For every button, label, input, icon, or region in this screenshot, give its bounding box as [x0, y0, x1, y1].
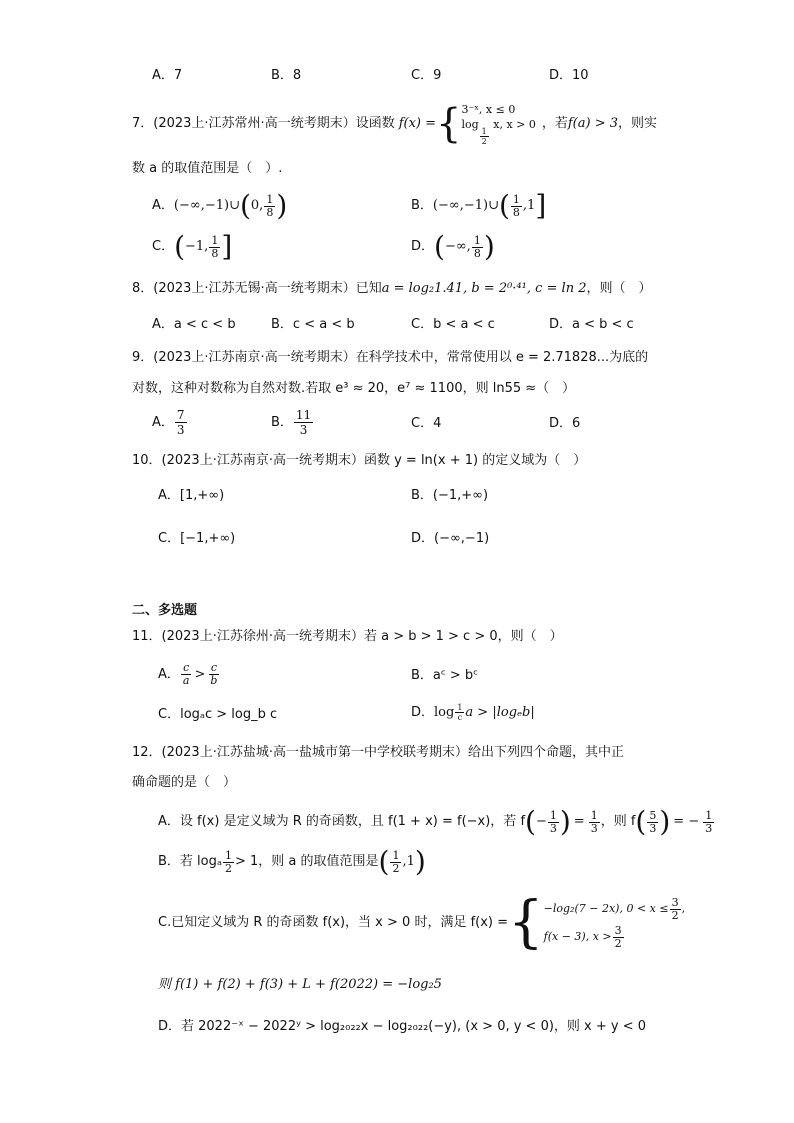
q7-option-b: B． (−∞,−1)∪ ( $\frac{1}{8}$ ,1 ]: [411, 189, 547, 222]
q7-line2: 数 a 的取值范围是（ ）.: [132, 161, 283, 176]
q11-stem: 11．(2023上·江苏徐州·高一统考期末）若 a > b > 1 > c > 0，则（ ）: [132, 629, 563, 644]
q9-line2: 对数，这种对数称为自然对数.若取 e³ ≈ 20，e⁷ ≈ 1100，则 ln55 ≈（ ）: [132, 381, 576, 396]
q11-option-a: A． $\frac{c}{a}$ > $\frac{c}{b}$: [158, 661, 218, 687]
section-title-multiple-choice: 二、多选题: [132, 603, 198, 618]
q7-log: log: [461, 118, 479, 131]
q8-stem: 8．(2023上·江苏无锡·高一统考期末）已知a = log₂1.41, b = 2⁰·⁴¹, c = ln 2，则（ ）: [132, 281, 652, 296]
q7-brace: {: [436, 101, 462, 147]
q7-case2-rest: x, x > 0: [493, 118, 536, 131]
q7-case1: 3⁻ˣ, x ≤ 0: [461, 103, 516, 116]
q10-option-b: B．(−1,+∞): [411, 488, 489, 503]
q7-condition: f(a) > 3: [567, 116, 619, 131]
q7-mid: ，若: [541, 116, 568, 131]
q8-expr: a = log₂1.41, b = 2⁰·⁴¹, c = ln 2: [381, 281, 587, 296]
q7-case2: [461, 117, 535, 146]
q10-stem: 10．(2023上·江苏南京·高一统考期末）函数 y = ln(x + 1) 的定义域为（ ）: [132, 453, 587, 468]
q7-suffix: ，则实: [618, 116, 658, 131]
q6-option-d: D．10: [549, 68, 589, 83]
q10-option-d: D．(−∞,−1): [411, 531, 490, 546]
q9-option-a: A． $\frac{7}{3}$: [152, 408, 185, 437]
q8-option-c: C．b < a < c: [411, 317, 495, 332]
q12-option-a: A．设 f(x) 是定义域为 R 的奇函数，且 f(1 + x) = f(−x)，若 f ( − $\frac{1}{3}$ ) = $\frac{1}{3}$ ，则 f ( $\frac{5}{3}$ ) = − $\frac{1}{3}$: [158, 805, 713, 838]
q9-option-d: D．6: [549, 416, 581, 431]
q7-log-base: $\frac{1}{2}$: [481, 127, 487, 146]
q12-line1: 12．(2023上·江苏盐城·高一盐城市第一中学校联考期末）给出下列四个命题，其中正: [132, 745, 624, 760]
q12-option-d: D．若 2022⁻ˣ − 2022ʸ > log₂₀₂₂x − log₂₀₂₂(−y), (x > 0, y < 0)，则 x + y < 0: [158, 1019, 647, 1034]
q7-option-a: A． (−∞,−1)∪ ( 0, $\frac{1}{8}$ ): [152, 189, 288, 222]
q11-option-c: C．logₐc > log_b c: [158, 707, 278, 722]
q11-option-b: B．aᶜ > bᶜ: [411, 668, 478, 683]
q8-option-b: B．c < a < b: [271, 317, 355, 332]
q9-line1: 9．(2023上·江苏南京·高一统考期末）在科学技术中，常常使用以 e = 2.71828...为底的: [132, 350, 649, 365]
q11-option-d: D． log $\frac{1}{c}$ a > |logₑb|: [411, 703, 535, 722]
q6-option-a: A．7: [152, 68, 183, 83]
q12-line2: 确命题的是（ ）: [132, 775, 237, 790]
q12-option-c: C.已知定义域为 R 的奇函数 f(x)，当 x > 0 时，满足 f(x) = { −log₂(7 − 2x), 0 < x ≤ $\frac{3}{2}$ , f(x − 3), x > $\frac{3}{2}$: [158, 890, 686, 955]
q6-option-c: C．9: [411, 68, 442, 83]
q9-option-b: B． $\frac{11}{3}$: [271, 408, 312, 437]
q10-option-a: A．[1,+∞): [158, 488, 225, 503]
q8-option-d: D．a < b < c: [549, 317, 634, 332]
q7-option-c: C． ( −1, $\frac{1}{8}$ ]: [152, 230, 233, 263]
q8-option-a: A．a < c < b: [152, 317, 236, 332]
q12-option-c-line2: 则 f(1) + f(2) + f(3) + L + f(2022) = −log₂5: [158, 977, 442, 992]
q7-stem: [132, 102, 657, 146]
q7-piecewise: [461, 102, 535, 146]
q7-fx: f(x) =: [398, 116, 437, 131]
q7-prefix: 7．(2023上·江苏常州·高一统考期末）设函数: [132, 116, 395, 131]
q6-option-b: B．8: [271, 68, 302, 83]
q9-option-c: C．4: [411, 416, 442, 431]
q7-option-d: D． ( −∞, $\frac{1}{8}$ ): [411, 230, 495, 263]
q12-option-b: B．若 logₐ $\frac{1}{2}$ > 1，则 a 的取值范围是 ( $\frac{1}{2}$ ,1 ): [158, 845, 426, 878]
q10-option-c: C．[−1,+∞): [158, 531, 236, 546]
